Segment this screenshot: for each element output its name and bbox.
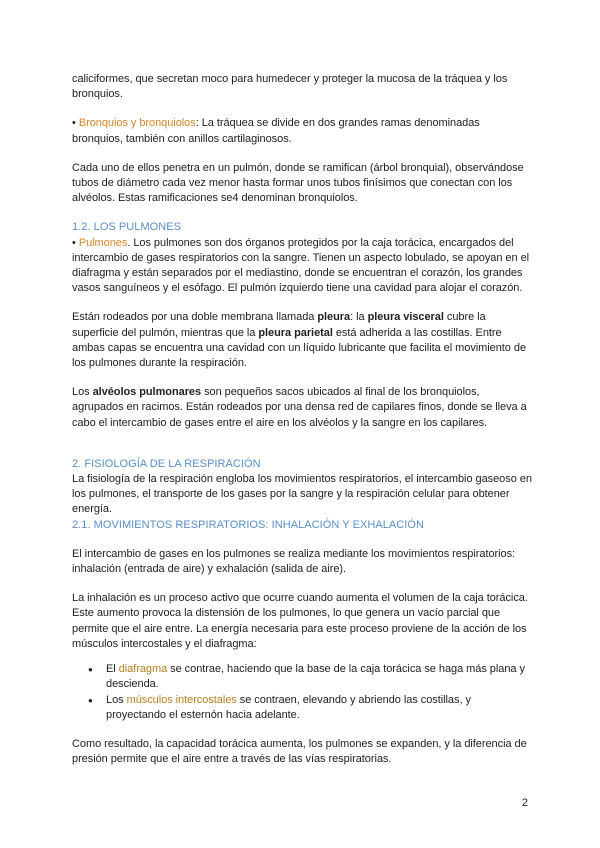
paragraph-bronquios-2: Cada uno de ellos penetra en un pulmón, donde se ramifican (árbol bronquial), observándose tubos de diámetro cada vez menor hasta formar unos tubos finísimos que conectan con los alvéolos. Estas ramificaciones se4 denominan bronquiolos.	[72, 161, 524, 205]
page-content	[72, 72, 532, 767]
pleura-text-1: Están rodeados por una doble membrana llamada	[72, 311, 318, 324]
list-item	[106, 662, 532, 692]
list-item-text: se contrae, haciendo que la base de la caja torácica se haga más plana y descienda.	[106, 663, 525, 691]
paragraph-alveolos	[72, 385, 532, 431]
pleura-text-2: : la	[350, 311, 368, 324]
alveolos-text-1: Los	[72, 386, 93, 399]
paragraph-bronquios	[72, 116, 532, 146]
list-item-pre: Los	[106, 693, 127, 706]
list-item	[106, 693, 532, 723]
pleura-text-3: cubre la superficie del pulmón, mientras que la	[72, 311, 486, 339]
term-pleura: pleura	[317, 311, 351, 324]
page-number: 2	[521, 797, 528, 809]
term-diafragma: diafragma	[118, 663, 168, 676]
term-pulmones: Pulmones	[78, 236, 128, 249]
section-subheading-movimientos: 2.1. MOVIMIENTOS RESPIRATORIOS: INHALACIÓN Y EXHALACIÓN	[72, 518, 424, 531]
paragraph-intro: caliciformes, que secretan moco para humedecer y proteger la mucosa de la tráquea y los bronquios.	[72, 73, 508, 101]
bullet-list	[72, 662, 532, 723]
pleura-text-4: está adherida a las costillas. Entre ambas capas se encuentra una cavidad con un líquido lubricante que facilita el movimiento de los pulmones durante la respiración.	[72, 326, 527, 370]
paragraph-pulmones	[72, 236, 532, 297]
paragraph-fisiologia: La fisiología de la respiración engloba los movimientos respiratorios, el intercambio gaseoso en los pulmones, el transporte de los gases por la sangre y la respiración celular para obtener energía.	[72, 473, 532, 516]
term-bronquios: Bronquios y bronquiolos	[78, 117, 196, 130]
term-musculos-intercostales: músculos intercostales	[126, 693, 237, 706]
term-pleura-parietal: pleura parietal	[258, 326, 333, 339]
list-item-pre: El	[106, 663, 119, 676]
paragraph-intercambio: El intercambio de gases en los pulmones se realiza mediante los movimientos respiratorios: inhalación (entrada de aire) y exhalación (salida de aire).	[72, 547, 516, 576]
paragraph-inhalacion: La inhalación es un proceso activo que ocurre cuando aumenta el volumen de la caja torácica. Este aumento provoca la distensión de los pulmones, lo que genera un vacío parcial que permite que el aire entre. La energía necesaria para este proceso proviene de la acción de los músculos intercostales y el diafragma:	[72, 592, 528, 650]
term-pleura-visceral: pleura visceral	[367, 311, 444, 324]
paragraph-resultado: Como resultado, la capacidad torácica aumenta, los pulmones se expanden, y la diferencia de presión permite que el aire entre a través de las vías respiratorias.	[72, 737, 527, 766]
section-heading-fisiologia: 2. FISIOLOGÍA DE LA RESPIRACIÓN	[72, 457, 261, 470]
bullet: •	[72, 236, 79, 249]
paragraph-pleura	[72, 310, 532, 371]
list-item-text: se contraen, elevando y abriendo las costillas, y proyectando el esternón hacia adelante.	[106, 693, 471, 721]
section-heading-pulmones: 1.2. LOS PULMONES	[72, 221, 182, 234]
term-alveolos: alvéolos pulmonares	[92, 386, 202, 399]
bronquios-text: : La tráquea se divide en dos grandes ramas denominadas bronquios, también con anillos cartilaginosos.	[72, 117, 480, 145]
bullet: •	[72, 117, 79, 130]
pulmones-text: . Los pulmones son dos órganos protegidos por la caja torácica, encargados del intercambio de gases respiratorios con la sangre. Tienen un aspecto lobulado, se apoyan en el diafragma y están separados por el mediastino, donde se encuentran el corazón, los grandes vasos sanguíneos y el esófago. El pulmón izquierdo tiene una cavidad para alojar el corazón.	[72, 236, 530, 295]
alveolos-text-2: son pequeños sacos ubicados al final de los bronquiolos, agrupados en racimos. Están rodeados por una densa red de capilares finos, donde se lleva a cabo el intercambio de gases entre el aire en los alvéolos y la sangre en los capilares.	[72, 386, 527, 429]
